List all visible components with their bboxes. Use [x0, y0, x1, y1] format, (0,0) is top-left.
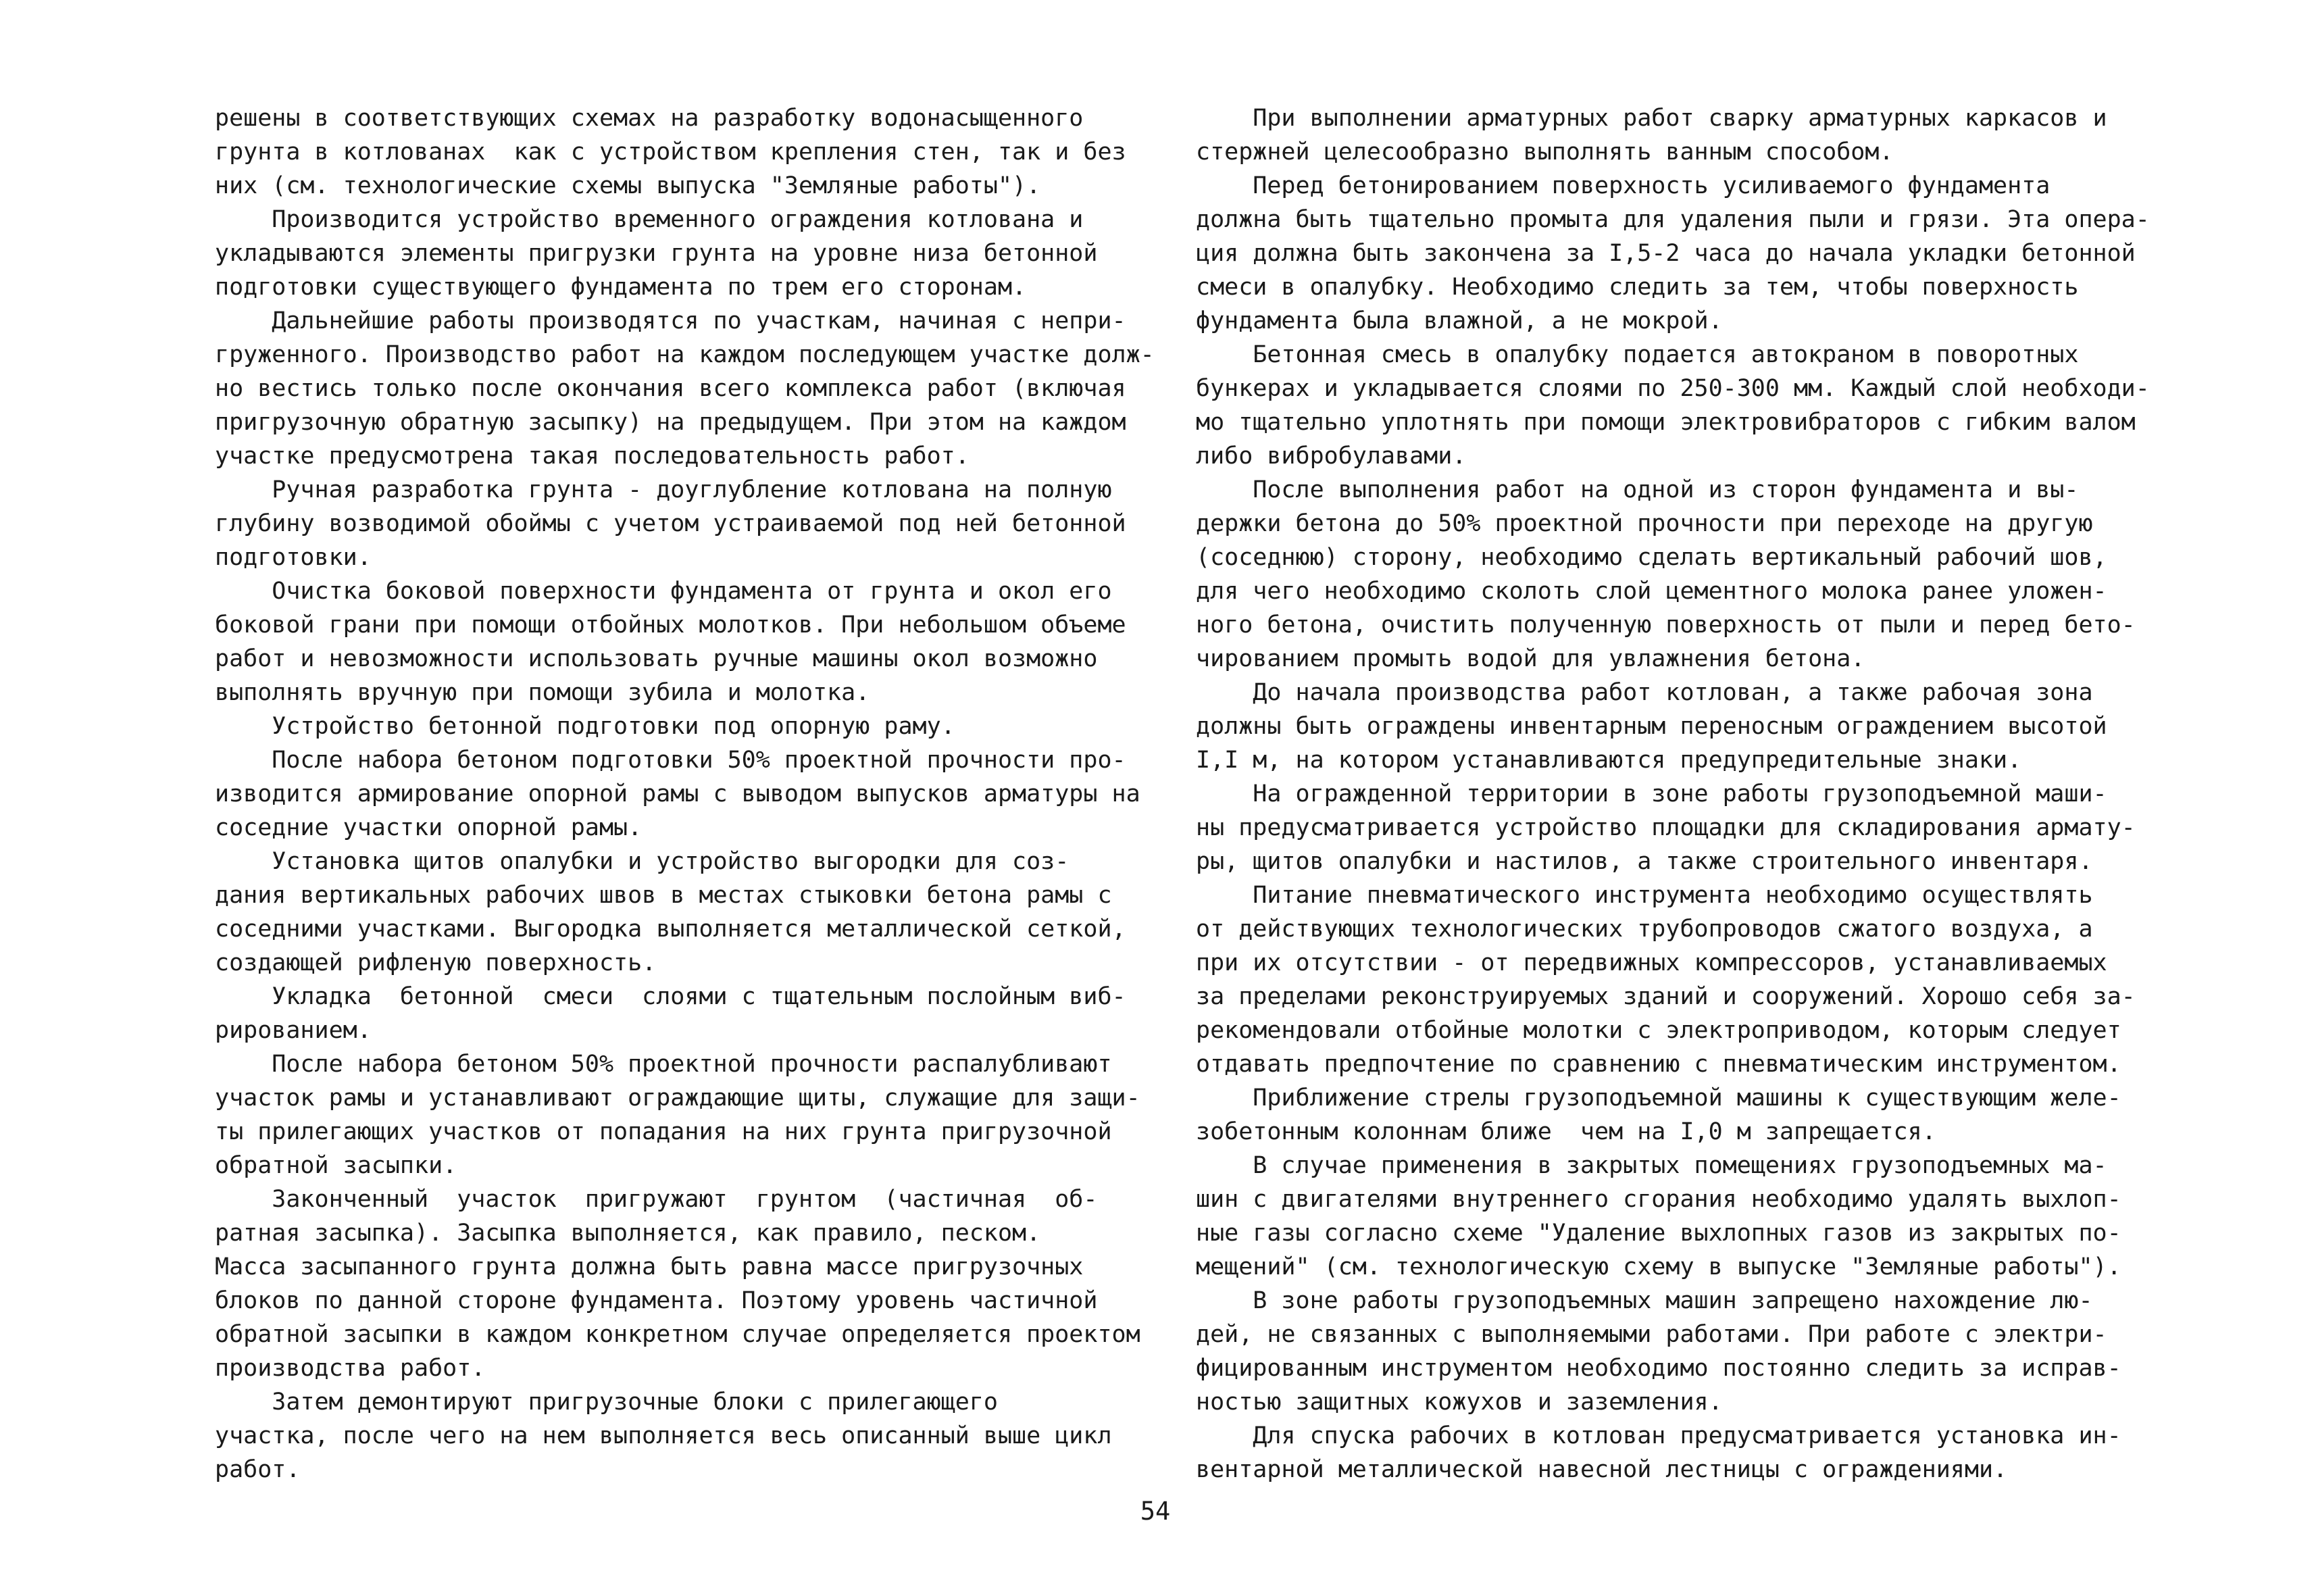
text-line: изводится армирование опорной рамы с выводом выпусков арматуры на [215, 780, 1140, 807]
text-line: участка, после чего на нем выполняется весь описанный выше цикл [215, 1422, 1112, 1449]
page-number: 54 [1140, 1497, 1171, 1526]
text-line: ностью защитных кожухов и заземления. [1196, 1389, 1723, 1416]
text-line: Производится устройство временного ограждения котлована и [215, 206, 1084, 233]
text-line: участок рамы и устанавливают ограждающие щиты, служащие для защи- [215, 1084, 1140, 1112]
text-line: но вестись только после окончания всего комплекса работ (включая [215, 375, 1126, 402]
text-line: ного бетона, очистить полученную поверхность от пыли и перед бето- [1196, 612, 2136, 639]
text-line: Очистка боковой поверхности фундамента от грунта и окол его [215, 578, 1112, 605]
text-line: дания вертикальных рабочих швов в местах стыковки бетона рамы с [215, 882, 1112, 909]
text-line: бункерах и укладывается слоями по 250-300 мм. Каждый слой необходи- [1196, 375, 2150, 402]
paragraph [215, 1385, 1147, 1487]
text-line: них (см. технологические схемы выпуска "Земляные работы"). [215, 172, 1041, 199]
text-line: должна быть тщательно промыта для удаления пыли и грязи. Эта опера- [1196, 206, 2150, 233]
text-line: Питание пневматического инструмента необходимо осуществлять [1196, 882, 2093, 909]
text-line: обратной засыпки. [215, 1152, 457, 1179]
paragraph [1196, 169, 2150, 338]
paragraph [215, 101, 1147, 203]
text-line: После набора бетоном 50% проектной прочности распалубливают [215, 1051, 1112, 1078]
paragraph [215, 473, 1147, 574]
text-line: ты прилегающих участков от попадания на них грунта пригрузочной [215, 1118, 1112, 1145]
text-line: ны предусматривается устройство площадки для складирования армату- [1196, 814, 2136, 841]
paragraph [1196, 777, 2136, 878]
text-line: Ручная разработка грунта - доуглубление котлована на полную [215, 476, 1112, 503]
text-line: До начала производства работ котлован, а также рабочая зона [1196, 679, 2093, 706]
text-line: отдавать предпочтение по сравнению с пневматическим инструментом. [1196, 1051, 2121, 1078]
paragraph [1196, 1284, 2121, 1419]
paragraph [215, 1182, 1147, 1385]
text-line: за пределами реконструируемых зданий и сооружений. Хорошо себя за- [1196, 983, 2136, 1010]
text-line: от действующих технологических трубопроводов сжатого воздуха, а [1196, 916, 2093, 943]
paragraph [1196, 878, 2136, 1081]
text-line: подготовки существующего фундамента по трем его сторонам. [215, 274, 1027, 301]
paragraph [215, 743, 1147, 845]
paragraph [1196, 338, 2150, 473]
text-line: глубину возводимой обоймы с учетом устраиваемой под ней бетонной [215, 510, 1126, 537]
text-line: шин с двигателями внутреннего сгорания необходимо удалять выхлоп- [1196, 1186, 2121, 1213]
text-line: подготовки. [215, 544, 372, 571]
text-line: Дальнейшие работы производятся по участкам, начиная с непри- [215, 307, 1126, 334]
text-line: После набора бетоном подготовки 50% проектной прочности про- [215, 747, 1126, 774]
left-text-column [215, 101, 1155, 1487]
paragraph [215, 304, 1155, 473]
text-line: смеси в опалубку. Необходимо следить за тем, чтобы поверхность [1196, 274, 2079, 301]
text-line: рированием. [215, 1017, 372, 1044]
text-line: работ. [215, 1456, 301, 1483]
text-line: участке предусмотрена такая последовательность работ. [215, 443, 970, 470]
text-line: грунта в котлованах как с устройством крепления стен, так и без [215, 139, 1126, 166]
text-line: при их отсутствии - от передвижных компрессоров, устанавливаемых [1196, 949, 2107, 976]
text-line: соседние участки опорной рамы. [215, 814, 643, 841]
text-line: фундамента была влажной, а не мокрой. [1196, 307, 1723, 334]
text-line: Установка щитов опалубки и устройство выгородки для соз- [215, 848, 1070, 875]
paragraph [215, 709, 1147, 743]
paragraph [215, 203, 1147, 304]
text-line: ры, щитов опалубки и настилов, а также строительного инвентаря. [1196, 848, 2093, 875]
text-line: ные газы согласно схеме "Удаление выхлопных газов из закрытых по- [1196, 1220, 2121, 1247]
paragraph [1196, 1149, 2121, 1284]
paragraph [215, 845, 1147, 980]
text-line: В зоне работы грузоподъемных машин запрещено нахождение лю- [1196, 1287, 2093, 1314]
text-line: для чего необходимо сколоть слой цементного молока ранее уложен- [1196, 578, 2107, 605]
paragraph [215, 574, 1147, 709]
text-line: зобетонным колоннам ближе чем на I,0 м запрещается. [1196, 1118, 1936, 1145]
text-line: ратная засыпка). Засыпка выполняется, как правило, песком. [215, 1220, 1041, 1247]
text-line: мо тщательно уплотнять при помощи электровибраторов с гибким валом [1196, 409, 2136, 436]
text-line: создающей рифленую поверхность. [215, 949, 657, 976]
text-line: чированием промыть водой для увлажнения бетона. [1196, 645, 1865, 672]
text-line: I,I м, на котором устанавливаются предупредительные знаки. [1196, 747, 2022, 774]
text-line: Перед бетонированием поверхность усиливаемого фундамента [1196, 172, 2051, 199]
text-line: На огражденной территории в зоне работы грузоподъемной маши- [1196, 780, 2107, 807]
text-line: выполнять вручную при помощи зубила и молотка. [215, 679, 870, 706]
paragraph [1196, 473, 2136, 676]
text-line: Укладка бетонной смеси слоями с тщательным послойным виб- [215, 983, 1126, 1010]
paragraph [1196, 101, 2121, 169]
text-line: ция должна быть закончена за I,5-2 часа до начала укладки бетонной [1196, 240, 2136, 267]
text-line: работ и невозможности использовать ручные машины окол возможно [215, 645, 1098, 672]
text-line: Законченный участок пригружают грунтом (частичная об- [215, 1186, 1098, 1213]
text-line: рекомендовали отбойные молотки с электроприводом, которым следует [1196, 1017, 2121, 1044]
right-text-column [1196, 101, 2150, 1487]
paragraph [1196, 1419, 2121, 1487]
text-line: В случае применения в закрытых помещениях грузоподъемных ма- [1196, 1152, 2107, 1179]
text-line: должны быть ограждены инвентарным переносным ограждением высотой [1196, 713, 2107, 740]
text-line: обратной засыпки в каждом конкретном случае определяется проектом [215, 1321, 1140, 1348]
text-line: вентарной металлической навесной лестницы с ограждениями. [1196, 1456, 2008, 1483]
text-line: При выполнении арматурных работ сварку арматурных каркасов и [1196, 105, 2107, 132]
text-line: груженного. Производство работ на каждом последующем участке долж- [215, 341, 1155, 368]
text-line: укладываются элементы пригрузки грунта на уровне низа бетонной [215, 240, 1098, 267]
text-line: Устройство бетонной подготовки под опорную раму. [215, 713, 955, 740]
text-line: соседними участками. Выгородка выполняется металлической сеткой, [215, 916, 1126, 943]
paragraph [215, 1047, 1147, 1182]
text-line: После выполнения работ на одной из сторон фундамента и вы- [1196, 476, 2079, 503]
text-line: Масса засыпанного грунта должна быть равна массе пригрузочных [215, 1253, 1084, 1280]
text-line: Бетонная смесь в опалубку подается автокраном в поворотных [1196, 341, 2079, 368]
paragraph [215, 980, 1147, 1047]
text-line: стержней целесообразно выполнять ванным способом. [1196, 139, 1894, 166]
text-line: боковой грани при помощи отбойных молотков. При небольшом объеме [215, 612, 1126, 639]
text-line: держки бетона до 50% проектной прочности при переходе на другую [1196, 510, 2093, 537]
text-line: мещений" (см. технологическую схему в выпуске "Земляные работы"). [1196, 1253, 2121, 1280]
text-line: дей, не связанных с выполняемыми работами. При работе с электри- [1196, 1321, 2107, 1348]
paragraph [1196, 1081, 2121, 1149]
text-line: Для спуска рабочих в котлован предусматривается установка ин- [1196, 1422, 2121, 1449]
text-line: решены в соответствующих схемах на разработку водонасыщенного [215, 105, 1084, 132]
text-line: блоков по данной стороне фундамента. Поэтому уровень частичной [215, 1287, 1098, 1314]
text-line: (соседнюю) сторону, необходимо сделать вертикальный рабочий шов, [1196, 544, 2107, 571]
text-line: фицированным инструментом необходимо постоянно следить за исправ- [1196, 1355, 2121, 1382]
text-line: Приближение стрелы грузоподъемной машины к существующим желе- [1196, 1084, 2121, 1112]
paragraph [1196, 676, 2121, 777]
text-line: пригрузочную обратную засыпку) на предыдущем. При этом на каждом [215, 409, 1126, 436]
text-line: производства работ. [215, 1355, 486, 1382]
text-line: либо вибробулавами. [1196, 443, 1467, 470]
text-line: Затем демонтируют пригрузочные блоки с прилегающего [215, 1389, 998, 1416]
